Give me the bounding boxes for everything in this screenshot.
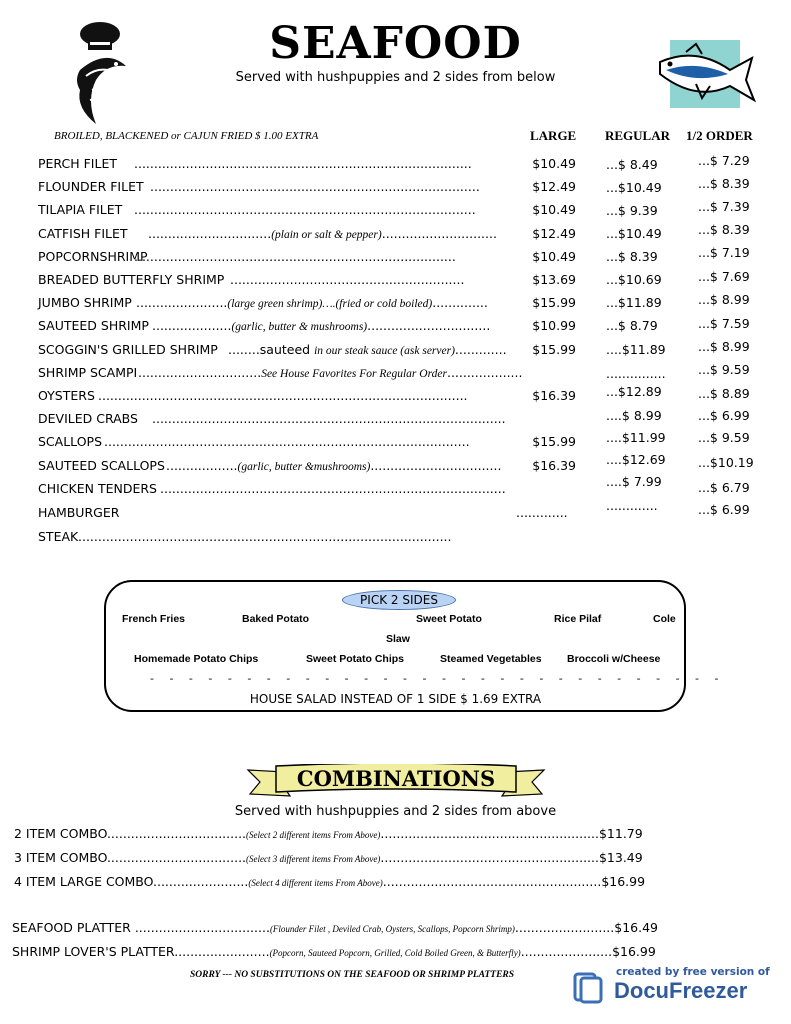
watermark-brand: DocuFreezer: [614, 978, 748, 1003]
combo-note: (Flounder Filet , Deviled Crab, Oysters, Scallops, Popcorn Shrimp): [269, 924, 515, 934]
price-half-order: ...$ 6.99: [698, 502, 750, 517]
menu-item-name: POPCORNSHRIMP: [38, 249, 148, 264]
menu-item-name: OYSTERS: [38, 388, 95, 403]
combo-dots: .......................................................: [380, 850, 599, 865]
menu-item-row: [0, 434, 791, 452]
price-large: $16.39: [532, 458, 576, 473]
price-regular: ....$11.99: [606, 430, 666, 445]
menu-item-leader: [78, 529, 452, 544]
menu-item-dots: ...............................: [367, 318, 491, 333]
price-half-order: ...$ 8.99: [698, 292, 750, 307]
price-large: $12.49: [532, 226, 576, 241]
combo-note: (Select 4 different items From Above): [248, 878, 383, 888]
menu-item-row: [0, 249, 791, 267]
menu-item-dots: ............................................................................................: [104, 434, 470, 449]
combo-name: 3 ITEM COMBO: [14, 850, 107, 865]
menu-item-dots: ......................................................................................: [134, 202, 476, 217]
combo-dots: ........................: [174, 944, 270, 959]
price-half-order: ...$ 8.39: [698, 176, 750, 191]
menu-item-row: [0, 481, 791, 499]
watermark-line1: created by free version of: [616, 966, 770, 978]
menu-item-row: [0, 295, 791, 313]
menu-item-leader: [152, 318, 490, 333]
menu-item-name: SHRIMP SCAMPI: [38, 365, 138, 380]
price-regular: ...$10.49: [606, 180, 662, 195]
side-item: Homemade Potato Chips: [134, 653, 259, 665]
menu-item-row: [0, 318, 791, 336]
price-regular: ...$ 8.39: [606, 249, 658, 264]
combo-dots: ...................................: [106, 850, 247, 865]
menu-item-name: FLOUNDER FILET: [38, 179, 144, 194]
menu-item-row: [0, 179, 791, 197]
menu-item-note: (large green shrimp)….(fried or cold boiled): [227, 298, 433, 310]
menu-item-dots: ...............................: [138, 365, 262, 380]
price-large: $16.39: [532, 388, 576, 403]
price-half-order: ...$ 7.29: [698, 153, 750, 168]
menu-item-name: DEVILED CRABS: [38, 411, 138, 426]
menu-item-name: STEAK: [38, 529, 79, 544]
menu-item-note: (garlic, butter &mushrooms): [237, 461, 371, 473]
price-regular: ...$10.49: [606, 226, 662, 241]
price-regular: .............: [606, 498, 658, 513]
combo-price: $11.79: [598, 826, 643, 841]
menu-item-leader: [98, 388, 468, 403]
menu-item-leader: [134, 202, 476, 217]
menu-item-note: (plain or salt & pepper): [271, 229, 382, 241]
menu-item-dots: .................................................................................: [134, 249, 456, 264]
menu-item-leader: [104, 434, 470, 449]
menu-item-name: BREADED BUTTERFLY SHRIMP: [38, 272, 225, 287]
menu-item-name: CHICKEN TENDERS: [38, 481, 157, 496]
menu-item-leader: [136, 295, 488, 310]
price-half-order: ...$ 9.59: [698, 430, 750, 445]
combo-name: 4 ITEM LARGE COMBO: [14, 874, 153, 889]
menu-item-row: [0, 272, 791, 290]
side-item: Cole: [653, 613, 676, 625]
price-large: $15.99: [532, 434, 576, 449]
combo-name: SHRIMP LOVER'S PLATTER: [12, 944, 175, 959]
combo-dots: .......................................................: [380, 826, 599, 841]
combo-row: [14, 874, 645, 889]
price-regular: ...$10.69: [606, 272, 662, 287]
menu-item-dots: .............................................................................................: [98, 388, 468, 403]
house-salad-note: HOUSE SALAD INSTEAD OF 1 SIDE $ 1.69 EXTRA: [249, 692, 542, 706]
combo-dots: ........................: [153, 874, 249, 889]
side-item: Sweet Potato Chips: [306, 653, 405, 665]
menu-item-dots: ...................................................................................: [150, 179, 480, 194]
price-regular: ....$11.89: [606, 342, 666, 357]
menu-item-note: See House Favorites For Regular Order: [261, 368, 447, 380]
combo-row: [14, 826, 643, 841]
menu-item-dots: ...............................: [148, 226, 272, 241]
menu-item-dots: .......................: [136, 295, 228, 310]
menu-item-row: [0, 365, 791, 383]
price-large: $15.99: [532, 342, 576, 357]
side-item: Steamed Vegetables: [440, 653, 542, 665]
combo-dots: ..................................: [134, 920, 270, 935]
menu-item-leader: [228, 342, 507, 357]
price-half-order: ...$ 9.59: [698, 362, 750, 377]
price-half-order: ...$ 8.99: [698, 339, 750, 354]
combo-dots: .......................: [520, 944, 613, 959]
menu-item-leader: [230, 272, 464, 287]
price-regular: ...$ 9.39: [606, 203, 658, 218]
document-icon: [572, 972, 604, 1004]
combo-price: $16.99: [601, 874, 646, 889]
price-half-order: ...$ 7.69: [698, 269, 750, 284]
menu-item-row: [0, 156, 791, 174]
price-regular: ....$12.69: [606, 452, 666, 467]
menu-item-row: [0, 458, 791, 476]
menu-item-row: [0, 342, 791, 360]
side-item: Sweet Potato: [416, 613, 482, 625]
platter-row: [12, 944, 656, 959]
combo-dots: .........................: [514, 920, 615, 935]
menu-item-row: [0, 505, 791, 523]
price-half-order: ...$ 6.99: [698, 408, 750, 423]
combinations-subtitle: Served with hushpuppies and 2 sides from above: [234, 804, 557, 819]
price-large: $10.99: [532, 318, 576, 333]
menu-item-leader: [150, 179, 480, 194]
price-regular: ....$ 8.99: [606, 408, 662, 423]
price-large: $10.49: [532, 202, 576, 217]
combo-note: (Popcorn, Sauteed Popcorn, Grilled, Cold Boiled Green, & Butterfly): [269, 948, 521, 958]
price-half-order: ...$ 7.39: [698, 199, 750, 214]
side-item: Rice Pilaf: [554, 613, 602, 625]
combo-dots: .......................................................: [382, 874, 602, 889]
menu-item-dots: ...................: [446, 365, 523, 380]
menu-item-dots: ........sauteed: [228, 342, 315, 357]
menu-item-leader: [516, 505, 568, 520]
menu-item-leader: [166, 458, 501, 473]
menu-item-dots: .....................................................................................: [134, 156, 472, 171]
combo-name: 2 ITEM COMBO: [14, 826, 107, 841]
price-half-order: ...$ 8.89: [698, 386, 750, 401]
combo-name: SEAFOOD PLATTER: [12, 920, 135, 935]
page-title: SEAFOOD: [269, 18, 522, 69]
menu-item-row: [0, 529, 791, 547]
side-item: Slaw: [386, 633, 410, 645]
sides-header: PICK 2 SIDES: [342, 590, 456, 610]
menu-item-leader: [152, 411, 506, 426]
menu-item-row: [0, 226, 791, 244]
menu-item-dots: .........................................................................................: [152, 411, 506, 426]
combo-price: $16.49: [614, 920, 658, 935]
combo-row: [14, 850, 643, 865]
menu-item-name: SAUTEED SCALLOPS: [38, 458, 165, 473]
menu-item-dots: ..............................................................................................: [78, 529, 452, 544]
platter-row: [12, 920, 658, 935]
menu-item-dots: .......................................................................................: [160, 481, 506, 496]
price-regular: ....$ 7.99: [606, 474, 662, 489]
menu-item-dots: ....................: [152, 318, 232, 333]
side-item: Baked Potato: [242, 613, 310, 625]
side-item: French Fries: [122, 613, 186, 625]
price-large: $12.49: [532, 179, 576, 194]
price-regular: ...$ 8.79: [606, 318, 658, 333]
menu-item-dots: .............: [454, 342, 507, 357]
menu-item-row: [0, 411, 791, 429]
combo-dots: ...................................: [106, 826, 247, 841]
menu-item-dots: .................................: [370, 458, 502, 473]
price-half-order: ...$ 6.79: [698, 480, 750, 495]
menu-item-name: SCALLOPS: [38, 434, 103, 449]
menu-item-note: (garlic, butter & mushrooms): [231, 321, 368, 333]
docufreezer-watermark: [572, 966, 772, 1006]
menu-item-note: in our steak sauce (ask server): [314, 345, 455, 357]
menu-item-dots: ..............: [432, 295, 488, 310]
column-half-order: 1/2 ORDER: [686, 128, 753, 143]
menu-item-dots: ..................: [166, 458, 238, 473]
menu-item-name: PERCH FILET: [38, 156, 117, 171]
price-large: $10.49: [532, 156, 576, 171]
combo-price: $16.99: [612, 944, 656, 959]
menu-item-leader: [134, 156, 472, 171]
price-half-order: ...$ 7.59: [698, 316, 750, 331]
price-large: $13.69: [532, 272, 576, 287]
sides-divider: - - - - - - - - - - - - - - - - - - - - - - - - - - - - - -: [150, 672, 725, 685]
no-substitutions-note: SORRY --- NO SUBSTITUTIONS ON THE SEAFOOD OR SHRIMP PLATTERS: [190, 970, 515, 980]
menu-item-row: [0, 388, 791, 406]
menu-item-leader: [134, 249, 456, 264]
combinations-title: COMBINATIONS: [296, 766, 496, 791]
menu-item-row: [0, 202, 791, 220]
menu-item-name: TILAPIA FILET: [38, 202, 123, 217]
column-large: LARGE: [530, 128, 577, 143]
combo-price: $13.49: [598, 850, 643, 865]
column-regular: REGULAR: [605, 128, 671, 143]
menu-item-name: SAUTEED SHRIMP: [38, 318, 149, 333]
price-regular: ...$ 8.49: [606, 157, 658, 172]
menu-item-name: JUMBO SHRIMP: [38, 295, 132, 310]
price-regular: ...$11.89: [606, 295, 662, 310]
preparation-note: BROILED, BLACKENED or CAJUN FRIED $ 1.00 EXTRA: [54, 130, 319, 142]
menu-item-name: HAMBURGER: [38, 505, 120, 520]
menu-item-dots: ...........................................................: [230, 272, 465, 287]
price-half-order: ...$ 8.39: [698, 222, 750, 237]
price-regular: ...............: [606, 366, 666, 381]
menu-item-leader: [138, 365, 522, 380]
menu-item-name: SCOGGIN'S GRILLED SHRIMP: [38, 342, 218, 357]
page-subtitle: Served with hushpuppies and 2 sides from below: [235, 70, 556, 85]
combo-note: (Select 3 different items From Above): [246, 854, 381, 864]
price-regular: ...$12.89: [606, 384, 662, 399]
menu-item-dots: .............................: [381, 226, 497, 241]
combo-note: (Select 2 different items From Above): [246, 830, 381, 840]
price-large: $10.49: [532, 249, 576, 264]
menu-item-dots: .............: [516, 505, 568, 520]
price-half-order: ...$ 7.19: [698, 245, 750, 260]
price-large: $15.99: [532, 295, 576, 310]
side-item: Broccoli w/Cheese: [567, 653, 661, 665]
menu-item-leader: [148, 226, 497, 241]
menu-item-leader: [160, 481, 506, 496]
menu-item-name: CATFISH FILET: [38, 226, 128, 241]
price-half-order: ...$10.19: [698, 455, 754, 470]
